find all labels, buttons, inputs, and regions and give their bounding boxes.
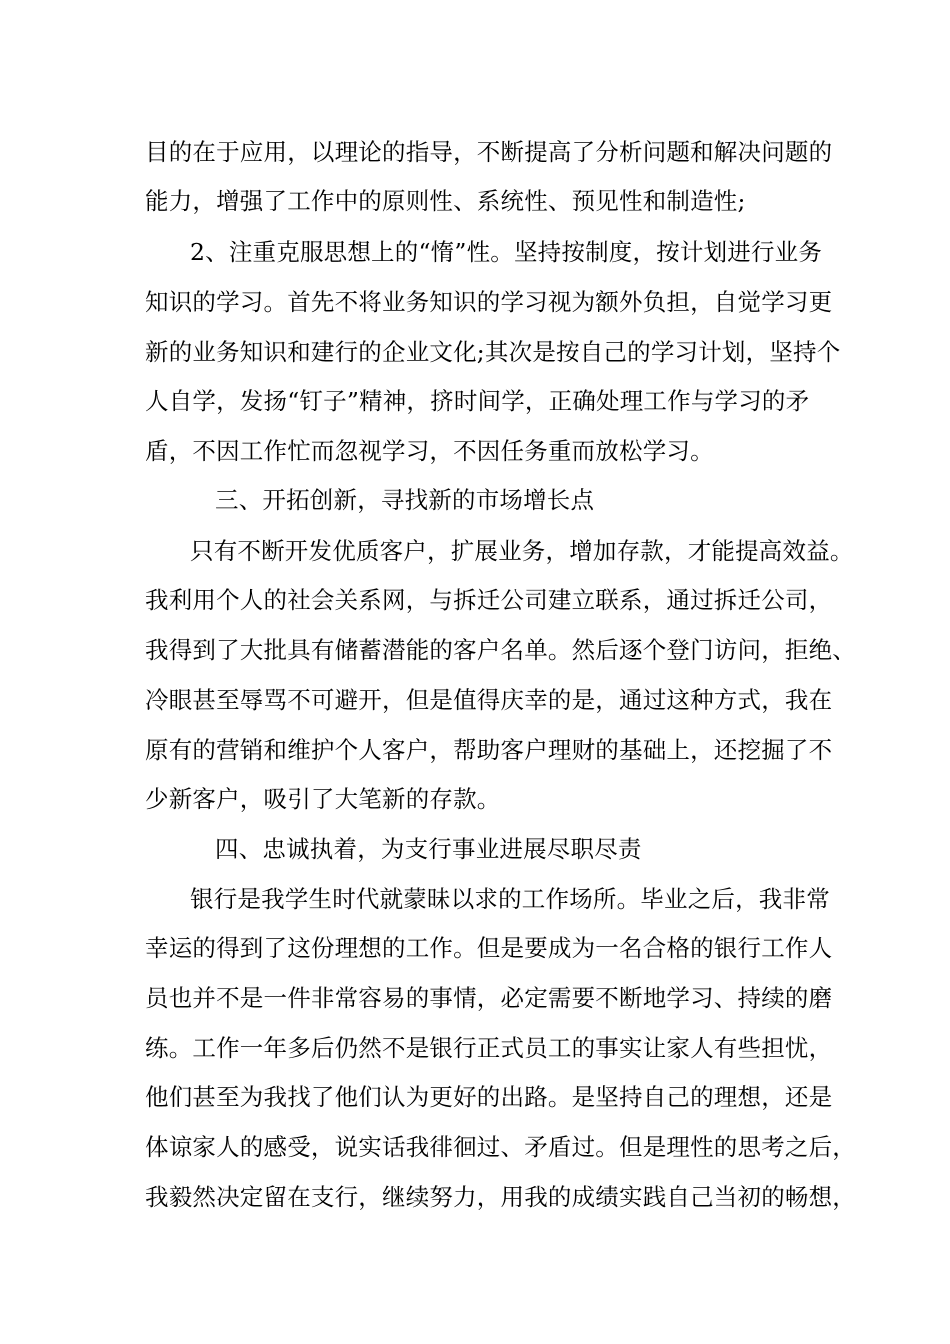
text-line: 我毅然决定留在支行，继续努力，用我的成绩实践自己当初的畅想， — [145, 1183, 856, 1211]
text-line: 能力，增强了工作中的原则性、系统性、预见性和制造性; — [145, 187, 746, 215]
section-heading: 三、开拓创新，寻找新的市场增长点 — [215, 486, 595, 514]
text-line: 盾，不因工作忙而忽视学习，不因任务重而放松学习。 — [145, 437, 714, 465]
text-line: 少新客户，吸引了大笔新的存款。 — [145, 785, 501, 813]
text-line: 练。工作一年多后仍然不是银行正式员工的事实让家人有些担忧， — [145, 1034, 833, 1062]
text-line: 知识的学习。首先不将业务知识的学习视为额外负担，自觉学习更 — [145, 288, 833, 316]
paragraph-start-line: 2、注重克服思想上的“惰”性。坚持按制度，按计划进行业务 — [190, 238, 823, 266]
text-line: 员也并不是一件非常容易的事情，必定需要不断地学习、持续的磨 — [145, 984, 833, 1012]
text-line: 目的在于应用，以理论的指导，不断提高了分析问题和解决问题的 — [145, 138, 833, 166]
section-heading: 四、忠诚执着，为支行事业进展尽职尽责 — [215, 835, 642, 863]
text-line: 冷眼甚至辱骂不可避开，但是值得庆幸的是，通过这种方式，我在 — [145, 686, 833, 714]
text-line: 幸运的得到了这份理想的工作。但是要成为一名合格的银行工作人 — [145, 934, 833, 962]
text-line: 他们甚至为我找了他们认为更好的出路。是坚持自己的理想，还是 — [145, 1083, 833, 1111]
text-line: 原有的营销和维护个人客户，帮助客户理财的基础上，还挖掘了不 — [145, 736, 833, 764]
text-line: 人自学，发扬“钉子”精神，挤时间学，正确处理工作与学习的矛 — [145, 387, 810, 415]
text-line: 我得到了大批具有储蓄潜能的客户名单。然后逐个登门访问，拒绝、 — [145, 636, 856, 664]
text-line: 新的业务知识和建行的企业文化;其次是按自己的学习计划，坚持个 — [145, 338, 841, 366]
paragraph-start-line: 银行是我学生时代就蒙昧以求的工作场所。毕业之后，我非常 — [190, 885, 830, 913]
paragraph-start-line: 只有不断开发优质客户，扩展业务，增加存款，才能提高效益。 — [190, 537, 854, 565]
text-line: 体谅家人的感受，说实话我徘徊过、矛盾过。但是理性的思考之后， — [145, 1133, 856, 1161]
text-line: 我利用个人的社会关系网，与拆迁公司建立联系，通过拆迁公司， — [145, 586, 833, 614]
